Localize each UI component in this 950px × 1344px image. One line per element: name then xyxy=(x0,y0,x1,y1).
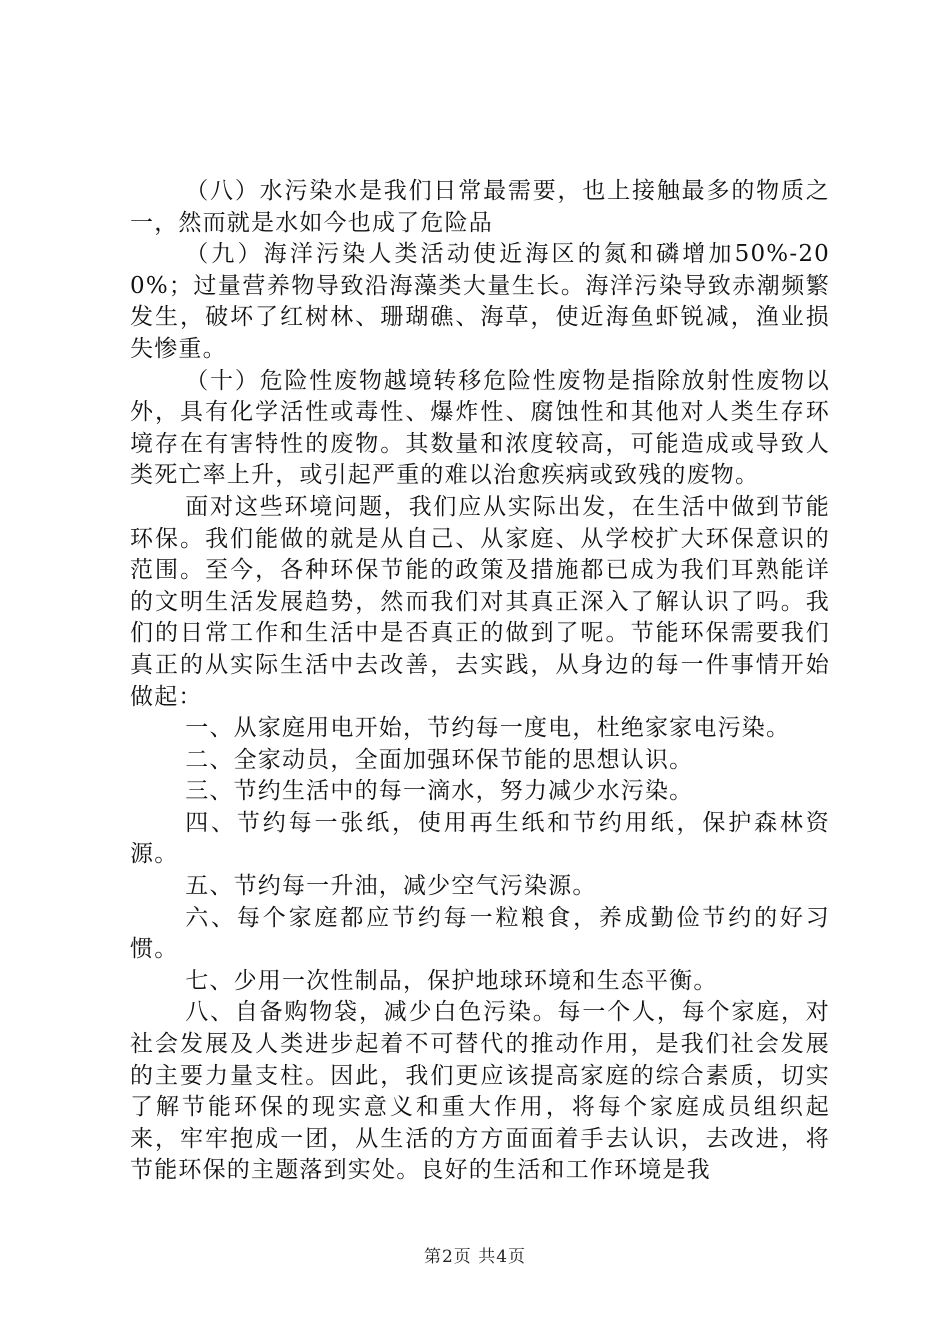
list-item-family-mobilize: 二、全家动员，全面加强环保节能的思想认识。 xyxy=(185,746,694,773)
list-item-save-paper: 四、节约每一张纸，使用再生纸和节约用纸，保护森林资源。 xyxy=(130,809,830,868)
paragraph-hazardous-waste: （十）危险性废物越境转移危险性废物是指除放射性废物以外，具有化学活性或毒性、爆炸性、腐蚀性和其他对人类生存环境存在有害特性的废物。其数量和浓度较高，可能造成或导致人类死亡率上升，或引起严重的难以治愈疾病或致残的废物。 xyxy=(130,367,830,489)
list-item-save-oil: 五、节约每一升油，减少空气污染源。 xyxy=(185,873,597,900)
document-body xyxy=(130,176,830,1187)
list-item-disposables: 七、少用一次性制品，保护地球环境和生态平衡。 xyxy=(185,967,718,994)
list-item-electricity: 一、从家庭用电开始，节约每一度电，杜绝家家电污染。 xyxy=(185,715,791,742)
list-item-save-food: 六、每个家庭都应节约每一粒粮食，养成勤俭节约的好习惯。 xyxy=(130,904,830,963)
paragraph-water-pollution: （八）水污染水是我们日常最需要，也上接触最多的物质之一，然而就是水如今也成了危险品 xyxy=(130,178,830,236)
list-item-save-water: 三、节约生活中的每一滴水，努力减少水污染。 xyxy=(185,778,694,805)
paragraph-facing-problems: 面对这些环境问题，我们应从实际出发，在生活中做到节能环保。我们能做的就是从自己、从家庭、从学校扩大环保意识的范围。至今，各种环保节能的政策及措施都已成为我们耳熟能详的文明生活发展趋势，然而我们对其真正深入了解认识了吗。我们的日常工作和生活中是否真正的做到了呢。节能环保需要我们真正的从实际生活中去改善，去实践，从身边的每一件事情开始做起： xyxy=(130,493,830,710)
page-number-footer: 第2页 共4页 xyxy=(423,1247,527,1267)
list-item-shopping-bags: 八、自备购物袋，减少白色污染。每一个人，每个家庭，对社会发展及人类进步起着不可替代的推动作用，是我们社会发展的主要力量支柱。因此，我们更应该提高家庭的综合素质，切实了解节能环保的现实意义和重大作用，将每个家庭成员组织起来，牢牢抱成一团，从生活的方方面面着手去认识，去改进，将节能环保的主题落到实处。良好的生活和工作环境是我 xyxy=(130,999,830,1184)
paragraph-ocean-pollution: （九）海洋污染人类活动使近海区的氮和磷增加50%-200%；过量营养物导致沿海藻类大量生长。海洋污染导致赤潮频繁发生，破坏了红树林、珊瑚礁、海草，使近海鱼虾锐减，渔业损失惨重。 xyxy=(130,241,830,362)
